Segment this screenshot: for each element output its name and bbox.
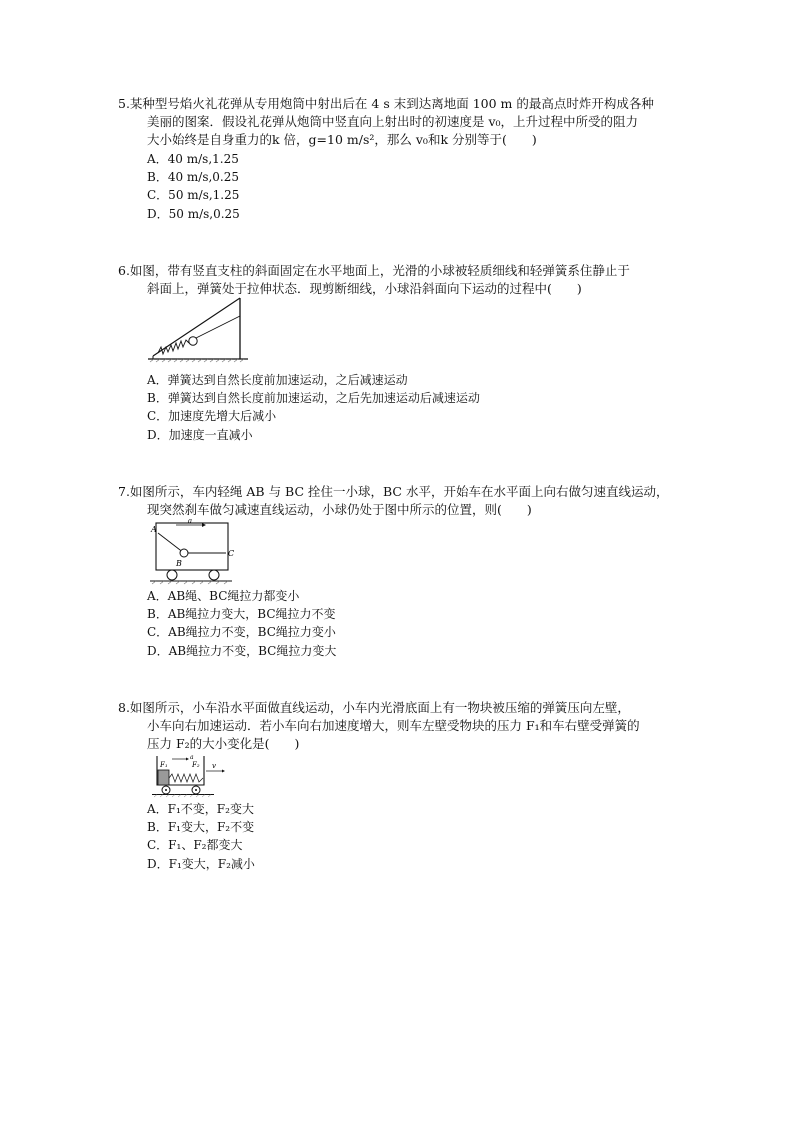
q7-option-d: D．AB绳拉力不变，BC绳拉力变大: [147, 644, 337, 658]
accel-label: a: [187, 517, 193, 525]
point-a-label: A: [151, 525, 157, 534]
car-string-figure: [148, 515, 234, 585]
q5-option-d: D．50 m/s,0.25: [147, 207, 240, 221]
q6-option-d: D．加速度一直减小: [147, 428, 253, 442]
q7-option-a: A．AB绳、BC绳拉力都变小: [147, 589, 300, 603]
q5-option-b: B．40 m/s,0.25: [147, 170, 240, 184]
q7-option-b: B．AB绳拉力变大，BC绳拉力不变: [147, 607, 336, 621]
q5-line-2: 美丽的图案．假设礼花弹从炮筒中竖直向上射出时的初速度是 v₀，上升过程中所受的阻力: [147, 114, 639, 129]
q6-line-2: 斜面上，弹簧处于拉伸状态．现剪断细线，小球沿斜面向下运动的过程中( ): [147, 281, 582, 296]
point-b-label: B: [176, 559, 182, 568]
q8-line-1: 8.如图所示，小车沿水平面做直线运动，小车内光滑底面上有一物块被压缩的弹簧压向左壁，: [118, 700, 630, 715]
q6-option-a: A．弹簧达到自然长度前加速运动，之后减速运动: [147, 373, 408, 387]
q6-option-c: C．加速度先增大后减小: [147, 409, 277, 423]
q8-line-2: 小车向右加速运动．若小车向右加速度增大，则车左壁受物块的压力 F₁和车右壁受弹簧的: [147, 718, 640, 733]
q5-line-3: 大小始终是自身重力的k 倍，g=10 m/s²，那么 v₀和k 分别等于( ): [147, 132, 537, 147]
q8-line-3: 压力 F₂的大小变化是( ): [147, 736, 300, 751]
q8-option-b: B．F₁变大，F₂不变: [147, 820, 255, 834]
q5-option-a: A．40 m/s,1.25: [147, 152, 239, 166]
car-spring-block-figure: [152, 752, 228, 798]
velocity-label: v: [212, 762, 216, 770]
q8-option-d: D．F₁变大，F₂减小: [147, 857, 255, 871]
q7-line-1: 7.如图所示，车内轻绳 AB 与 BC 拴住一小球，BC 水平，开始车在水平面上向右做匀速直线运动，: [118, 484, 669, 499]
point-c-label: C: [228, 549, 234, 558]
q8-option-c: C．F₁、F₂都变大: [147, 838, 243, 852]
f1-label: F₁: [160, 761, 168, 769]
q7-line-2: 现突然刹车做匀减速直线运动，小球仍处于图中所示的位置，则( ): [147, 502, 532, 517]
incline-spring-figure: [148, 296, 260, 366]
q7-option-c: C．AB绳拉力不变，BC绳拉力变小: [147, 625, 336, 639]
q5-option-c: C．50 m/s,1.25: [147, 188, 240, 202]
q6-line-1: 6.如图，带有竖直支柱的斜面固定在水平地面上，光滑的小球被轻质细线和轻弹簧系住静止于: [118, 263, 630, 278]
f2-label: F₂: [192, 761, 200, 769]
q5-line-1: 5.某种型号焰火礼花弹从专用炮筒中射出后在 4 s 末到达离地面 100 m 的最高点时炸开构成各种: [118, 96, 654, 111]
q8-option-a: A．F₁不变，F₂变大: [147, 802, 254, 816]
q6-option-b: B．弹簧达到自然长度前加速运动，之后先加速运动后减速运动: [147, 391, 480, 405]
q8-accel-label: a: [190, 754, 194, 761]
